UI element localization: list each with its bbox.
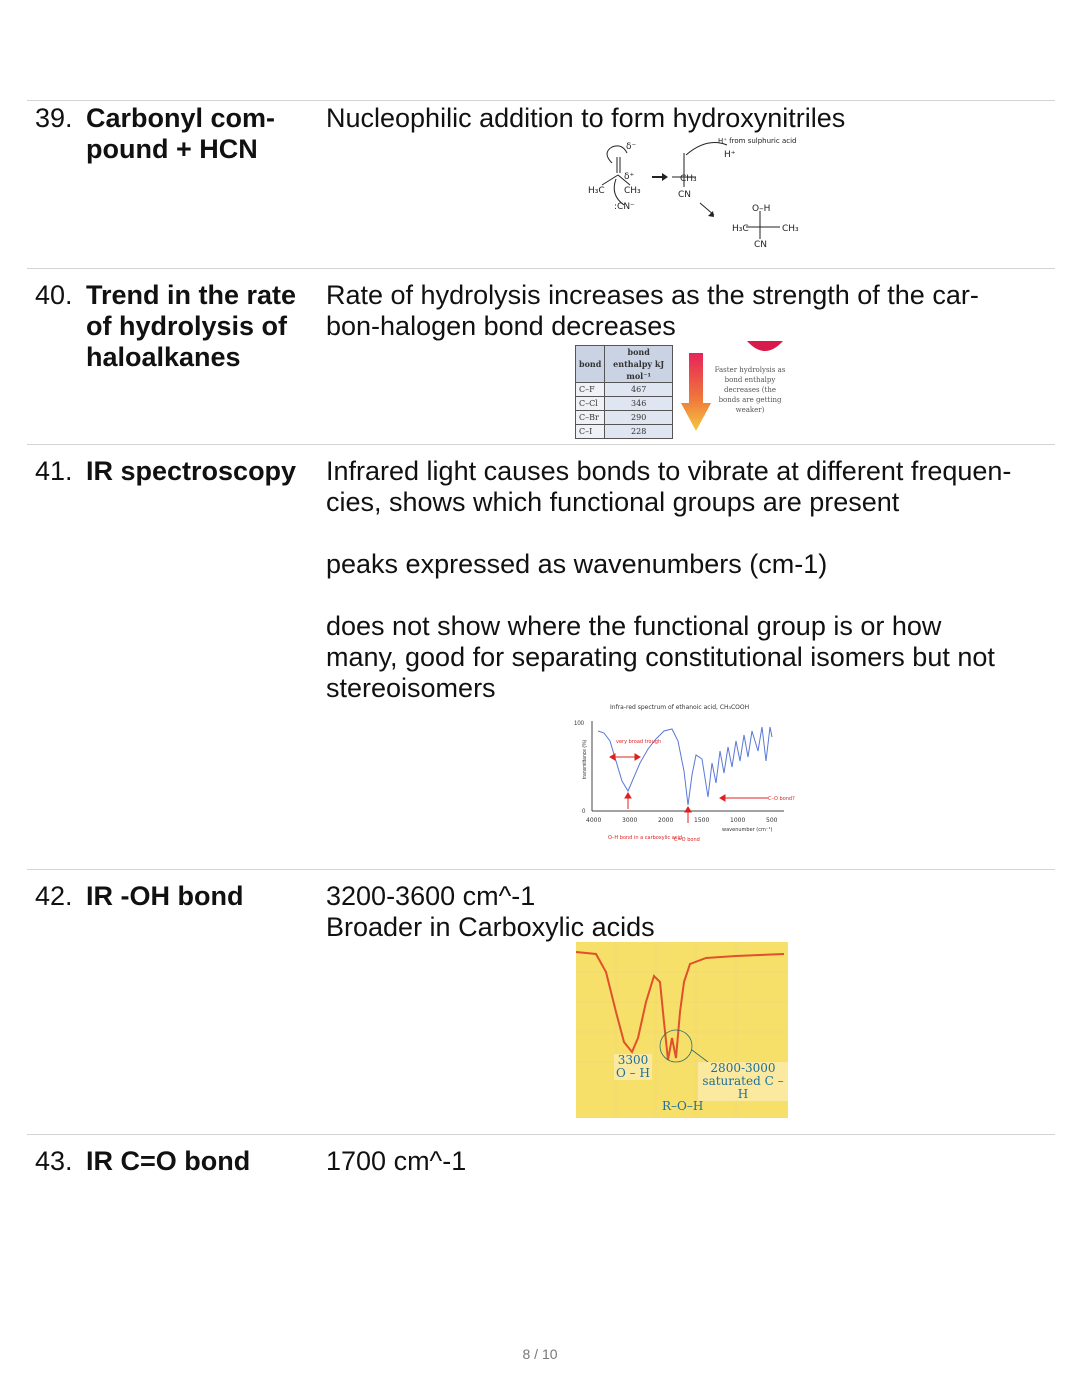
- x-tick: 1000: [730, 817, 746, 824]
- hydrolysis-note: Faster hydrolysis as bond enthalpy decreases (the bonds are getting weaker): [714, 366, 786, 414]
- h3c-label: H₃C: [588, 186, 605, 196]
- spectrum-title: Infra-red spectrum of ethanoic acid, CH₃COOH: [610, 704, 750, 711]
- entry-definition: [326, 456, 1051, 704]
- bond-enthalpy-table: [575, 345, 673, 439]
- entry-definition: [326, 280, 1051, 342]
- hplus-label: H⁺: [724, 150, 736, 160]
- hydroxyl-label: O–H: [752, 204, 771, 214]
- table-header: bond: [576, 346, 605, 383]
- oh-peak-label: 3300 O – H: [616, 1053, 650, 1080]
- annotation-oh-bond: O–H bond in a carboxylic acid: [608, 835, 683, 841]
- entry-number: 43.: [35, 1146, 73, 1176]
- x-tick: 4000: [586, 817, 602, 824]
- final-ch3-label: CH₃: [782, 224, 799, 234]
- down-arrow-icon: [681, 353, 711, 431]
- acid-source-label: H⁺ from sulphuric acid: [718, 137, 797, 145]
- reaction-rate-graphic: [745, 339, 785, 355]
- entry-42: [27, 869, 1055, 1135]
- x-tick: 1500: [694, 817, 710, 824]
- definition-text: 3200-3600 cm^-1 Broader in Carboxylic acids: [326, 881, 655, 942]
- annotation-co-single: C–O bond?: [768, 796, 795, 802]
- roh-label: R–O–H: [662, 1099, 704, 1113]
- entry-number: 39.: [35, 103, 73, 133]
- entry-40: [27, 268, 1055, 445]
- annotation-co-double: C=O bond: [674, 837, 700, 843]
- table-row: C–Br 290: [576, 411, 673, 425]
- entry-definition: [326, 1146, 1051, 1177]
- entry-number: 40.: [35, 280, 73, 310]
- definition-text: peaks expressed as wavenumbers (cm-1): [326, 549, 828, 579]
- final-h3c-label: H₃C: [732, 224, 749, 234]
- ch3-label: CH₃: [624, 186, 641, 196]
- ch-peak-label: 2800-3000 saturated C – H: [698, 1062, 788, 1101]
- final-cn-label: CN: [754, 240, 768, 250]
- delta-plus-label: δ⁺: [624, 172, 635, 182]
- definition-text: does not show where the functional group is or how many, good for separating constitutional isomers but not stereoisomers: [326, 611, 995, 703]
- definition-text: Rate of hydrolysis increases as the strength of the car- bon-halogen bond decreases: [326, 280, 979, 341]
- entry-term: IR C=O bond: [86, 1146, 251, 1176]
- hcn-mechanism-diagram: [572, 133, 812, 251]
- definition-text: Infrared light causes bonds to vibrate at different frequen- cies, shows which functional groups are present: [326, 456, 1012, 517]
- entry-39: [27, 100, 1055, 269]
- product-cn-label: CN: [678, 190, 692, 200]
- entry-term: Trend in the rate of hydrolysis of haloalkanes: [86, 280, 297, 372]
- entry-term: Carbonyl com- pound + HCN: [86, 103, 276, 164]
- table-row: C–Cl 346: [576, 397, 673, 411]
- entry-number: 42.: [35, 881, 73, 911]
- entry-43: [27, 1134, 1055, 1255]
- entry-definition: [326, 103, 1051, 134]
- x-tick: 500: [766, 817, 778, 824]
- x-axis-label: wavenumber (cm⁻¹): [722, 827, 773, 833]
- entry-term: IR spectroscopy: [86, 456, 297, 486]
- bond-enthalpy-figure: [575, 345, 815, 436]
- table-row: C–I 228: [576, 425, 673, 439]
- definition-text: Nucleophilic addition to form hydroxynitriles: [326, 103, 846, 133]
- alcohol-ir-spectrum: [576, 942, 788, 1118]
- definition-text: 1700 cm^-1: [326, 1146, 467, 1176]
- y-tick-0: 0: [582, 809, 586, 815]
- entry-definition: [326, 881, 1051, 943]
- y-tick-100: 100: [574, 721, 585, 727]
- entry-number: 41.: [35, 456, 73, 486]
- annotation-broad-trough: very broad trough: [616, 739, 662, 745]
- delta-minus-label: δ⁻: [626, 142, 637, 152]
- ethanoic-acid-ir-spectrum: [572, 701, 812, 853]
- product-ch3-label: CH₃: [680, 174, 697, 184]
- table-header: bond enthalpy kJ mol⁻¹: [605, 346, 673, 383]
- entry-41: [27, 444, 1055, 870]
- cyanide-label: :CN⁻: [614, 202, 635, 212]
- x-tick: 2000: [658, 817, 674, 824]
- table-row: C–F 467: [576, 383, 673, 397]
- entry-term: IR -OH bond: [86, 881, 244, 911]
- x-tick: 3000: [622, 817, 638, 824]
- spectrum-trace: [576, 952, 784, 1060]
- y-axis-label: transmittance (%): [582, 739, 588, 779]
- page-number: 8 / 10: [522, 1346, 558, 1362]
